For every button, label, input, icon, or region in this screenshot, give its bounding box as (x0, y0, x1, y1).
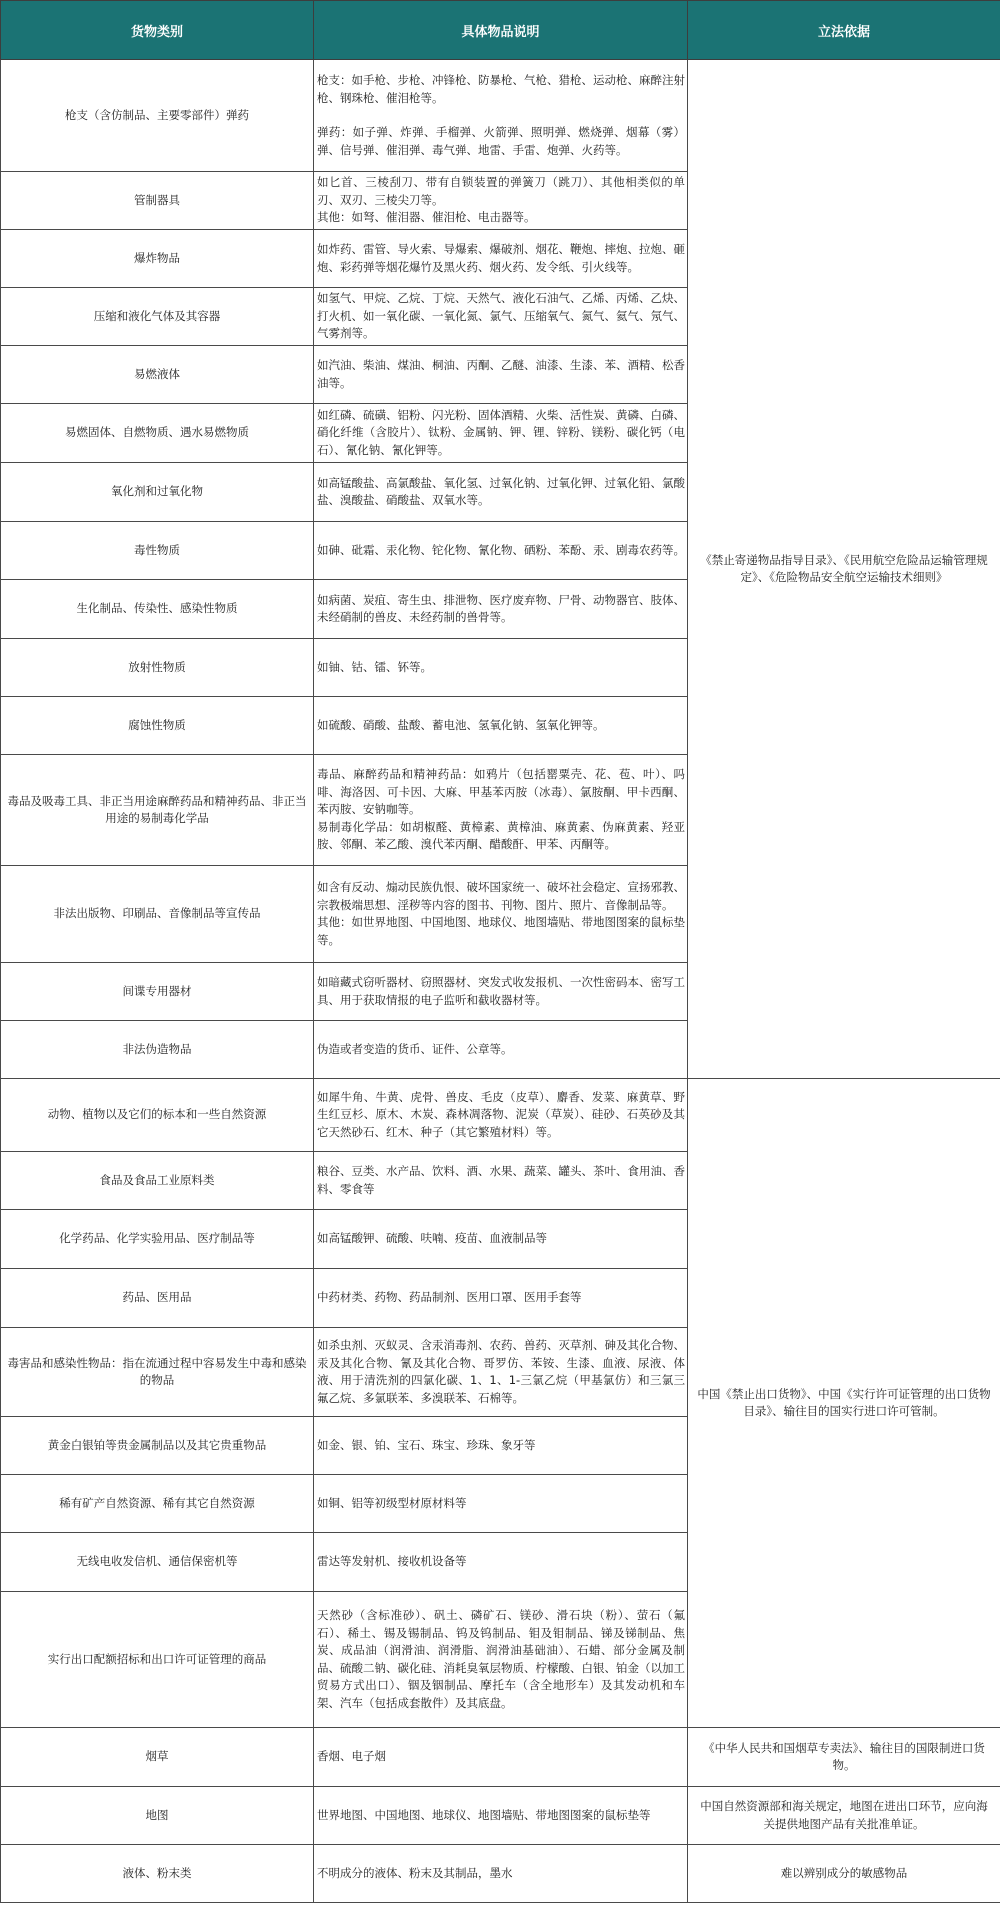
items-text: 如氢气、甲烷、乙烷、丁烷、天然气、液化石油气、乙烯、丙烯、乙炔、打火机、如一氧化碳、一氧化氮、氯气、压缩氧气、氮气、氦气、氖气、气雾剂等。 (317, 291, 685, 341)
category-cell: 毒害品和感染性物品：指在流通过程中容易发生中毒和感染的物品 (1, 1328, 314, 1417)
table-row (1, 60, 1000, 172)
category-cell: 动物、植物以及它们的标本和一些自然资源 (1, 1079, 314, 1152)
category-cell: 食品及食品工业原料类 (1, 1152, 314, 1210)
basis-cell-liquid: 难以辨别成分的敏感物品 (688, 1845, 1000, 1903)
items-cell (314, 1079, 688, 1152)
items-text: 毒品、麻醉药品和精神药品：如鸦片（包括罂粟壳、花、苞、叶）、吗啡、海洛因、可卡因、大麻、甲基苯丙胺（冰毒）、氯胺酮、甲卡西酮、苯丙胺、安钠咖等。 易制毒化学品：如胡椒醛、黄樟素、黄樟油、麻黄素、伪麻黄素、羟亚胺、邻酮、苯乙酸、溴代苯丙酮、醋酸酐、甲苯、丙酮等。 (317, 767, 685, 852)
items-text: 如金、银、铂、宝石、珠宝、珍珠、象牙等 (317, 1437, 536, 1452)
items-cell (314, 60, 688, 172)
items-text: 如炸药、雷管、导火索、导爆索、爆破剂、烟花、鞭炮、摔炮、拉炮、砸炮、彩药弹等烟花爆竹及黑火药、烟火药、发令纸、引火线等。 (317, 242, 685, 274)
category-cell: 地图 (1, 1787, 314, 1845)
category-cell: 化学药品、化学实验用品、医疗制品等 (1, 1210, 314, 1269)
category-cell: 氧化剂和过氧化物 (1, 463, 314, 522)
basis-cell-postal: 《禁止寄递物品指导目录》、《民用航空危险品运输管理规定》、《危险物品安全航空运输技术细则》 (688, 60, 1000, 1079)
category-cell: 易燃液体 (1, 346, 314, 404)
items-cell (314, 639, 688, 697)
items-text: 如高锰酸钾、硫酸、呋喃、疫苗、血液制品等 (317, 1231, 547, 1246)
items-text: 如病菌、炭疽、寄生虫、排泄物、医疗废弃物、尸骨、动物器官、肢体、未经硝制的兽皮、未经药制的兽骨等。 (317, 592, 685, 624)
header-basis: 立法依据 (688, 1, 1000, 60)
items-text: 如犀牛角、牛黄、虎骨、兽皮、毛皮（皮草）、麝香、发菜、麻黄草、野生红豆杉、原木、木炭、森林凋落物、泥炭（草炭）、硅砂、石英砂及其它天然砂石、红木、种子（其它繁殖材料）等。 (317, 1089, 685, 1139)
items-text: 如铀、钴、镭、钚等。 (317, 659, 432, 674)
items-text: 如汽油、柴油、煤油、桐油、丙酮、乙醚、油漆、生漆、苯、酒精、松香油等。 (317, 358, 685, 390)
table-row (1, 1845, 1000, 1903)
items-cell (314, 866, 688, 963)
category-cell: 非法伪造物品 (1, 1021, 314, 1079)
table-header-row (1, 1, 1000, 60)
category-cell: 液体、粉末类 (1, 1845, 314, 1903)
items-text: 世界地图、中国地图、地球仪、地图墙贴、带地图图案的鼠标垫等 (317, 1807, 651, 1822)
items-cell (314, 404, 688, 463)
items-text: 不明成分的液体、粉末及其制品，墨水 (317, 1865, 513, 1880)
category-cell: 烟草 (1, 1728, 314, 1787)
header-category: 货物类别 (1, 1, 314, 60)
items-cell (314, 172, 688, 230)
category-cell: 黄金白银铂等贵金属制品以及其它贵重物品 (1, 1417, 314, 1475)
category-cell: 实行出口配额招标和出口许可证管理的商品 (1, 1592, 314, 1728)
category-cell: 管制器具 (1, 172, 314, 230)
items-cell (314, 1787, 688, 1845)
category-cell: 无线电收发信机、通信保密机等 (1, 1533, 314, 1592)
table-row (1, 1728, 1000, 1787)
items-text: 如高锰酸盐、高氯酸盐、氧化氢、过氧化钠、过氧化钾、过氧化铅、氯酸盐、溴酸盐、硝酸盐、双氧水等。 (317, 475, 685, 507)
category-cell: 毒性物质 (1, 522, 314, 580)
items-text: 如含有反动、煽动民族仇恨、破坏国家统一、破坏社会稳定、宣扬邪教、宗教极端思想、淫秽等内容的图书、刊物、图片、照片、音像制品等。 其他：如世界地图、中国地图、地球仪、地图墙贴、带地图图案的鼠标垫等。 (317, 880, 685, 947)
items-cell (314, 230, 688, 288)
items-text: 如硫酸、硝酸、盐酸、蓄电池、氢氧化钠、氢氧化钾等。 (317, 717, 605, 732)
table-row (1, 1787, 1000, 1845)
items-cell (314, 963, 688, 1021)
category-cell: 毒品及吸毒工具、非正当用途麻醉药品和精神药品、非正当用途的易制毒化学品 (1, 755, 314, 866)
items-cell (314, 1021, 688, 1079)
items-cell (314, 1328, 688, 1417)
items-cell (314, 1845, 688, 1903)
category-cell: 枪支（含仿制品、主要零部件）弹药 (1, 60, 314, 172)
items-text: 弹药：如子弹、炸弹、手榴弹、火箭弹、照明弹、燃烧弹、烟幕（雾）弹、信号弹、催泪弹、毒气弹、地雷、手雷、炮弹、火药等。 (317, 125, 685, 157)
items-cell (314, 288, 688, 346)
items-text: 香烟、电子烟 (317, 1749, 386, 1764)
items-text: 雷达等发射机、接收机设备等 (317, 1554, 467, 1569)
items-text: 伪造或者变造的货币、证件、公章等。 (317, 1041, 513, 1056)
category-cell: 间谍专用器材 (1, 963, 314, 1021)
items-cell (314, 580, 688, 639)
items-cell (314, 463, 688, 522)
basis-cell-map: 中国自然资源部和海关规定，地图在进出口环节，应向海关提供地图产品有关批准单证。 (688, 1787, 1000, 1845)
items-cell (314, 346, 688, 404)
items-cell (314, 1269, 688, 1328)
category-cell: 药品、医用品 (1, 1269, 314, 1328)
basis-cell-export: 中国《禁止出口货物》、中国《实行许可证管理的出口货物目录》、输往目的国实行进口许可管制。 (688, 1079, 1000, 1728)
category-cell: 腐蚀性物质 (1, 697, 314, 755)
items-cell (314, 522, 688, 580)
items-text: 如暗藏式窃听器材、窃照器材、突发式收发报机、一次性密码本、密写工具、用于获取情报的电子监听和截收器材等。 (317, 975, 685, 1007)
items-text: 粮谷、豆类、水产品、饮料、酒、水果、蔬菜、罐头、茶叶、食用油、香料、零食等 (317, 1164, 685, 1196)
items-text: 如砷、砒霜、汞化物、铊化物、氰化物、硒粉、苯酚、汞、剧毒农药等。 (317, 542, 685, 557)
items-text: 中药材类、药物、药品制剂、医用口罩、医用手套等 (317, 1290, 582, 1305)
category-cell: 稀有矿产自然资源、稀有其它自然资源 (1, 1475, 314, 1533)
items-cell (314, 1417, 688, 1475)
category-cell: 爆炸物品 (1, 230, 314, 288)
items-text: 如红磷、硫磺、铝粉、闪光粉、固体酒精、火柴、活性炭、黄磷、白磷、硝化纤维（含胶片）、钛粉、金属钠、钾、锂、锌粉、镁粉、碳化钙（电石）、氰化钠、氰化钾等。 (317, 407, 685, 457)
category-cell: 易燃固体、自燃物质、遇水易燃物质 (1, 404, 314, 463)
items-cell (314, 1533, 688, 1592)
items-text: 如杀虫剂、灭蚁灵、含汞消毒剂、农药、兽药、灭草剂、砷及其化合物、汞及其化合物、氰及其化合物、哥罗仿、苯铵、生漆、血液、尿液、体液、用于清洗剂的四氯化碳、1、1、1-三氯乙烷（甲基氯仿）和三氯三氟乙烷、多氯联苯、多溴联苯、石棉等。 (317, 1338, 685, 1405)
items-cell (314, 1475, 688, 1533)
category-cell: 非法出版物、印刷品、音像制品等宣传品 (1, 866, 314, 963)
category-cell: 放射性物质 (1, 639, 314, 697)
category-cell: 生化制品、传染性、感染性物质 (1, 580, 314, 639)
items-cell (314, 755, 688, 866)
items-text: 如铜、铝等初级型材原材料等 (317, 1495, 467, 1510)
header-items: 具体物品说明 (314, 1, 688, 60)
items-cell (314, 697, 688, 755)
items-cell (314, 1152, 688, 1210)
items-cell (314, 1592, 688, 1728)
items-cell (314, 1728, 688, 1787)
basis-cell-tobacco: 《中华人民共和国烟草专卖法》、输往目的国限制进口货物。 (688, 1728, 1000, 1787)
category-cell: 压缩和液化气体及其容器 (1, 288, 314, 346)
items-text: 枪支：如手枪、步枪、冲锋枪、防暴枪、气枪、猎枪、运动枪、麻醉注射枪、钢珠枪、催泪枪等。 (317, 73, 685, 105)
table-row (1, 1079, 1000, 1152)
items-text: 天然砂（含标准砂）、矾土、磷矿石、镁砂、滑石块（粉）、萤石（氟石）、稀土、锡及锡制品、钨及钨制品、钼及钼制品、锑及锑制品、焦炭、成品油（润滑油、润滑脂、润滑油基础油）、石蜡、部分金属及制品、硫酸二钠、碳化硅、消耗臭氧层物质、柠檬酸、白银、铂金（以加工贸易方式出口）、铟及铟制品、摩托车（含全地形车）及其发动机和车架、汽车（包括成套散件）及其底盘。 (317, 1608, 685, 1710)
items-text: 如匕首、三棱刮刀、带有自锁装置的弹簧刀（跳刀）、其他相类似的单刃、双刃、三棱尖刀等。 其他：如弩、催泪器、催泪枪、电击器等。 (317, 175, 685, 225)
items-cell (314, 1210, 688, 1269)
